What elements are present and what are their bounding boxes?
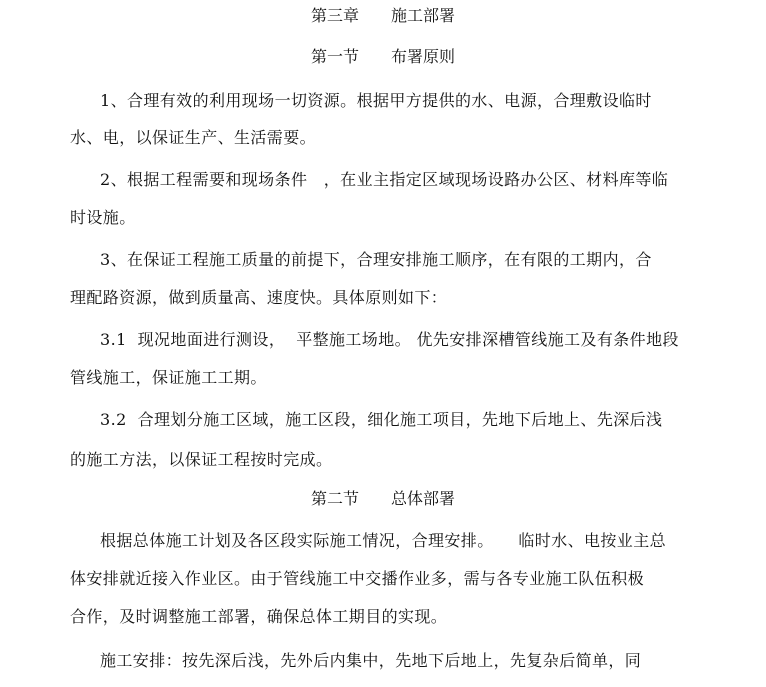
paragraph-line: 根据总体施工计划及各区段实际施工情况，合理安排。 临时水、电按业主总 <box>100 531 667 550</box>
paragraph-line: 施工安排：按先深后浅，先外后内集中，先地下后地上，先复杂后简单，同 <box>100 651 642 670</box>
paragraph-line: 的施工方法，以保证工程按时完成。 <box>70 450 333 469</box>
paragraph-line: 2、根据工程需要和现场条件 ，在业主指定区域现场设路办公区、材料库等临 <box>100 170 669 189</box>
paragraph-line: 水、电，以保证生产、生活需要。 <box>70 128 317 147</box>
paragraph-line: 合作，及时调整施工部署，确保总体工期目的实现。 <box>70 607 448 626</box>
paragraph-line: 体安排就近接入作业区。由于管线施工中交播作业多，需与各专业施工队伍积极 <box>70 569 645 588</box>
paragraph-line: 3.2 合理划分施工区域，施工区段，细化施工项目，先地下后地上、先深后浅 <box>100 410 663 429</box>
paragraph-line: 理配路资源，做到质量高、速度快。具体原则如下： <box>70 288 448 307</box>
paragraph-line: 管线施工，保证施工工期。 <box>70 368 267 387</box>
paragraph-line: 1、合理有效的利用现场一切资源。根据甲方提供的水、电源，合理敷设临时 <box>100 91 652 110</box>
section-title-overall: 第二节 总体部署 <box>310 489 455 508</box>
paragraph-line: 3.1 现况地面进行测设， 平整施工场地。 优先安排深槽管线施工及有条件地段 <box>100 330 679 349</box>
paragraph-line: 3、在保证工程施工质量的前提下，合理安排施工顺序，在有限的工期内，合 <box>100 250 652 269</box>
paragraph-line: 时设施。 <box>70 208 136 227</box>
section-title-principles: 第一节 布署原则 <box>310 47 455 66</box>
chapter-title: 第三章 施工部署 <box>310 6 455 25</box>
